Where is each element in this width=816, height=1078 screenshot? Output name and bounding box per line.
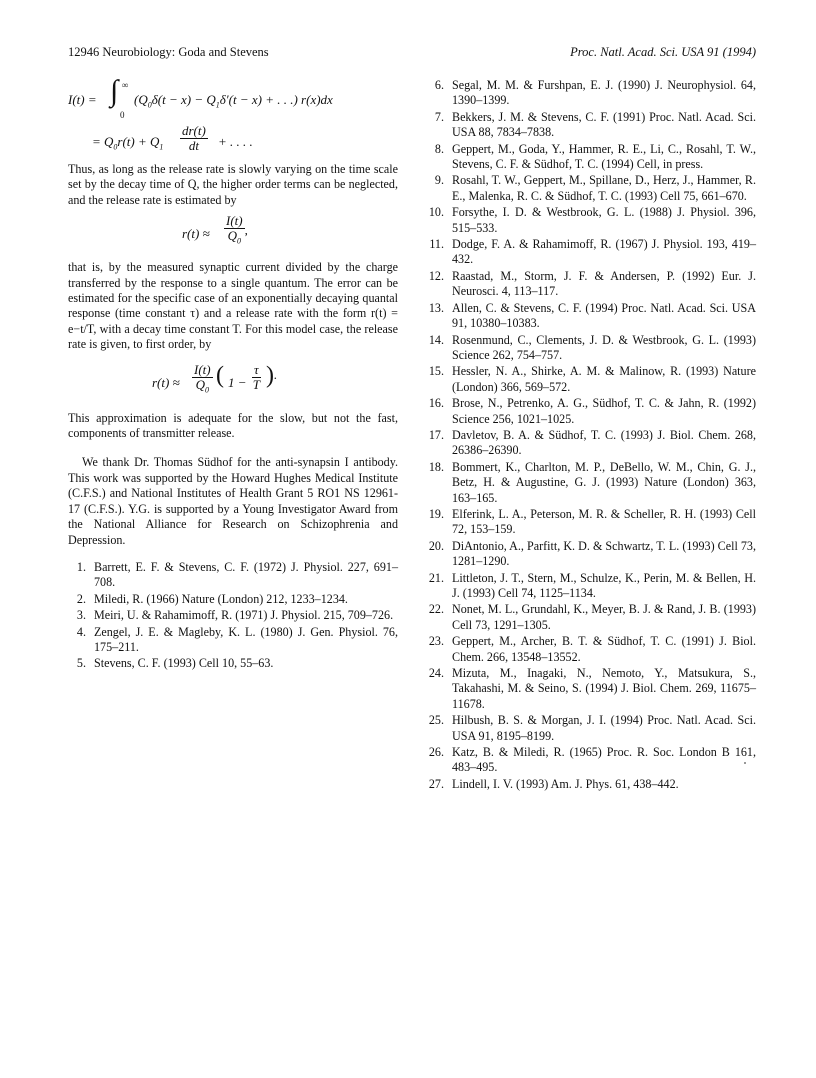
reference-number: 25.: [428, 713, 444, 728]
reference-text: Segal, M. M. & Furshpan, E. J. (1990) J. Neurophysiol. 64, 1390–1399.: [452, 78, 756, 108]
reference-text: Rosahl, T. W., Geppert, M., Spillane, D., Herz, J., Hammer, R. E., Malenka, R. C. & Südhof, T. C. (1993) Cell 75, 661–670.: [452, 173, 756, 203]
reference-number: 2.: [76, 591, 86, 606]
reference-number: 13.: [428, 300, 444, 315]
reference-item: [426, 571, 756, 602]
reference-number: 18.: [428, 459, 444, 474]
reference-text: Littleton, J. T., Stern, M., Schulze, K., Perin, M. & Bellen, H. J. (1993) Cell 74, 1125–1134.: [452, 570, 756, 600]
equation-3: r(t) ≈ $\frac{I(t)}{Q_0}$ ( 1 − $\frac{\tau}{T}$ ).: [152, 361, 278, 395]
reference-number: 7.: [434, 109, 444, 124]
reference-text: Elferink, L. A., Peterson, M. R. & Scheller, R. H. (1993) Cell 72, 153–159.: [452, 506, 756, 537]
reference-number: 8.: [434, 141, 444, 156]
reference-item: [68, 560, 398, 591]
reference-item: [426, 269, 756, 300]
reference-text: Nonet, M. L., Grundahl, K., Meyer, B. J. & Rand, J. B. (1993) Cell 73, 1291–1305.: [452, 602, 756, 632]
reference-text: Bekkers, J. M. & Stevens, C. F. (1991) Proc. Natl. Acad. Sci. USA 88, 7834–7838.: [452, 109, 756, 140]
reference-item: [426, 777, 756, 792]
reference-number: 20.: [428, 538, 444, 553]
reference-item: [426, 142, 756, 173]
reference-item: [426, 539, 756, 570]
equation-1: I(t) = ∫ ∞ 0 ($Q_0\delta(t - x) - Q_1\delta'(t - x)$ + . . .) r(x)dx: [68, 74, 333, 120]
reference-text: DiAntonio, A., Parfitt, K. D. & Schwartz, T. L. (1993) Cell 73, 1281–1290.: [452, 538, 756, 569]
scan-mark: [744, 762, 746, 764]
reference-text: Bommert, K., Charlton, M. P., DeBello, W. M., Chin, G. J., Betz, H. & Augustine, G. J. (1993) Nature (London) 363, 163–165.: [452, 459, 756, 505]
reference-item: [426, 507, 756, 538]
reference-number: 23.: [428, 634, 444, 649]
reference-text: Hilbush, B. S. & Morgan, J. I. (1994) Proc. Natl. Acad. Sci. USA 91, 8195–8199.: [452, 713, 756, 743]
reference-text: Meiri, U. & Rahamimoff, R. (1971) J. Physiol. 215, 709–726.: [94, 608, 394, 623]
reference-item: [426, 364, 756, 395]
reference-text: Stevens, C. F. (1993) Cell 10, 55–63.: [94, 656, 274, 671]
reference-text: Dodge, F. A. & Rahamimoff, R. (1967) J. Physiol. 193, 419–432.: [452, 237, 756, 267]
reference-text: Katz, B. & Miledi, R. (1965) Proc. R. Soc. London B 161, 483–495.: [452, 745, 756, 775]
reference-number: 5.: [76, 656, 86, 671]
reference-text: Zengel, J. E. & Magleby, K. L. (1980) J. Gen. Physiol. 76, 175–211.: [94, 624, 398, 654]
right-column: [426, 78, 756, 793]
reference-number: 6.: [434, 78, 444, 92]
reference-number: 26.: [428, 745, 444, 760]
reference-text: Barrett, E. F. & Stevens, C. F. (1972) J. Physiol. 227, 691–708.: [94, 559, 398, 590]
reference-item: [426, 460, 756, 506]
equation-2: r(t) ≈ $\frac{I(t)}{Q_0}$ ,: [182, 213, 248, 246]
reference-item: [68, 656, 398, 671]
reference-number: 9.: [434, 173, 444, 188]
reference-number: 17.: [428, 427, 444, 442]
reference-item: [426, 428, 756, 459]
reference-item: [426, 110, 756, 141]
reference-number: 19.: [428, 506, 444, 521]
reference-item: [68, 608, 398, 623]
reference-number: 1.: [76, 559, 86, 574]
reference-item: [426, 745, 756, 776]
header-left: 12946 Neurobiology: Goda and Stevens: [68, 45, 269, 59]
reference-number: 3.: [76, 608, 86, 623]
reference-number: 12.: [428, 268, 444, 283]
reference-item: [426, 602, 756, 633]
reference-number: 24.: [428, 666, 444, 681]
reference-item: [426, 634, 756, 665]
equation-1-cont: = $Q_0r(t) + Q_1$ $\frac{dr(t)}{dt}$ + . . . .: [92, 123, 253, 153]
reference-text: Hessler, N. A., Shirke, A. M. & Malinow, R. (1993) Nature (London) 366, 569–572.: [452, 364, 756, 394]
reference-text: Mizuta, M., Inagaki, N., Nemoto, Y., Matsukura, S., Takahashi, M. & Seino, S. (1994) J. Biol. Chem. 269, 11675–11678.: [452, 666, 756, 711]
header-right: Proc. Natl. Acad. Sci. USA 91 (1994): [570, 45, 756, 59]
reference-text: Brose, N., Petrenko, A. G., Südhof, T. C. & Jahn, R. (1992) Science 256, 1021–1025.: [452, 396, 756, 426]
reference-item: [426, 205, 756, 236]
reference-list-left: [68, 560, 398, 672]
paragraph-3: This approximation is adequate for the slow, but not the fast, components of transmitter release.: [68, 410, 398, 441]
reference-item: [426, 713, 756, 744]
reference-number: 15.: [428, 364, 444, 379]
reference-text: Raastad, M., Storm, J. F. & Andersen, P. (1992) Eur. J. Neurosci. 4, 113–117.: [452, 268, 756, 299]
reference-item: [68, 625, 398, 656]
reference-item: [426, 301, 756, 332]
reference-item: [68, 592, 398, 607]
reference-number: 21.: [428, 570, 444, 585]
reference-item: [426, 666, 756, 712]
reference-text: Miledi, R. (1966) Nature (London) 212, 1233–1234.: [94, 591, 348, 606]
reference-number: 11.: [429, 237, 444, 252]
reference-number: 4.: [76, 624, 86, 639]
reference-text: Rosenmund, C., Clements, J. D. & Westbrook, G. L. (1993) Science 262, 754–757.: [452, 332, 756, 362]
reference-item: [426, 173, 756, 204]
reference-text: Lindell, I. V. (1993) Am. J. Phys. 61, 438–442.: [452, 776, 679, 791]
reference-item: [426, 396, 756, 427]
reference-list-right: [426, 78, 756, 792]
reference-text: Davletov, B. A. & Südhof, T. C. (1993) J. Biol. Chem. 268, 26386–26390.: [452, 427, 756, 458]
reference-number: 27.: [428, 776, 444, 791]
reference-item: [426, 78, 756, 109]
reference-text: Forsythe, I. D. & Westbrook, G. L. (1988) J. Physiol. 396, 515–533.: [452, 205, 756, 235]
paragraph-2: that is, by the measured synaptic current divided by the charge transferred by the response to a single quantum. The error can be estimated for the specific case of an exponentially decaying quantal response (time constant τ) and a release rate with the form r(t) = e−t/T, with a decay time constant T. For this model case, the release rate is given, to first order, by: [68, 260, 398, 352]
reference-number: 16.: [428, 396, 444, 411]
reference-item: [426, 333, 756, 364]
reference-number: 22.: [428, 602, 444, 617]
reference-text: Allen, C. & Stevens, C. F. (1994) Proc. Natl. Acad. Sci. USA 91, 10380–10383.: [452, 300, 756, 331]
reference-item: [426, 237, 756, 268]
reference-text: Geppert, M., Goda, Y., Hammer, R. E., Li, C., Rosahl, T. W., Stevens, C. F. & Südhof, T. C. (1994) Cell, in press.: [452, 141, 756, 172]
paragraph-1: Thus, as long as the release rate is slowly varying on the time scale set by the decay time of Q, the higher order terms can be neglected, and the release rate is estimated by: [68, 162, 398, 207]
reference-text: Geppert, M., Archer, B. T. & Südhof, T. C. (1991) J. Biol. Chem. 266, 13548–13552.: [452, 634, 756, 664]
left-column: [68, 74, 398, 673]
reference-number: 10.: [428, 205, 444, 220]
acknowledgments: We thank Dr. Thomas Südhof for the anti-synapsin I antibody. This work was supported by the Howard Hughes Medical Institute (C.F.S.) and National Institutes of Health Grant 5 RO1 NS 12961-17 (C.F.S.). Y.G. is supported by a Young Investigator Award from the National Alliance for Research on Schizophrenia and Depression.: [68, 455, 398, 547]
reference-number: 14.: [428, 332, 444, 347]
